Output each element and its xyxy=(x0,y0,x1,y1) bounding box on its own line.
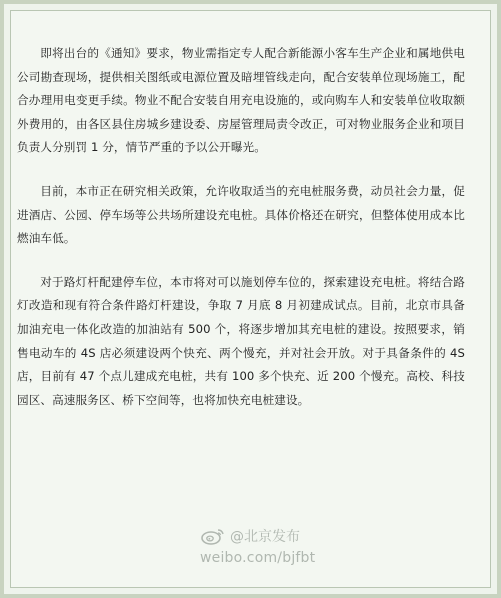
weibo-icon xyxy=(200,527,226,545)
watermark-handle-row xyxy=(200,526,400,546)
article-paragraph-2: 目前，本市正在研究相关政策，允许收取适当的充电桩服务费，动员社会力量，促进酒店、公园、停车场等公共场所建设充电桩。具体价格还在研究，但整体使用成本比燃油车低。 xyxy=(17,183,465,246)
article-paragraph-1: 即将出台的《通知》要求，物业需指定专人配合新能源小客车生产企业和属地供电公司勘查现场，提供相关图纸或电源位置及暗埋管线走向，配合安装单位现场施工，配合办理用电变更手续。物业不配合安装自用充电设施的，或向购车人和安装单位收取额外费用的，由各区县住房城乡建设委、房屋管理局责令改正，可对物业服务企业和项目负责人分别罚 1 分，情节严重的予以公开曝光。 xyxy=(17,46,465,155)
weibo-watermark xyxy=(200,526,400,566)
watermark-url: weibo.com/bjfbt xyxy=(200,550,316,566)
article-paragraph-3: 对于路灯杆配建停车位，本市将对可以施划停车位的，探索建设充电桩。将结合路灯改造和现有符合条件路灯杆建设，争取 7 月底 8 月初建成试点。目前，北京市具备加油充电一体化改造的加油站有 500 个，将逐步增加其充电桩的建设。按照要求，销售电动车的 4S 店必须建设两个快充、两个慢充，并对社会开放。对于具备条件的 4S 店，目前有 47 个点儿建成充电桩，共有 100 多个快充、近 200 个慢充。高校、科技园区、高速服务区、桥下空间等，也将加快充电桩建设。 xyxy=(17,274,465,407)
article-body xyxy=(17,42,465,432)
watermark-handle: @北京发布 xyxy=(230,529,300,545)
